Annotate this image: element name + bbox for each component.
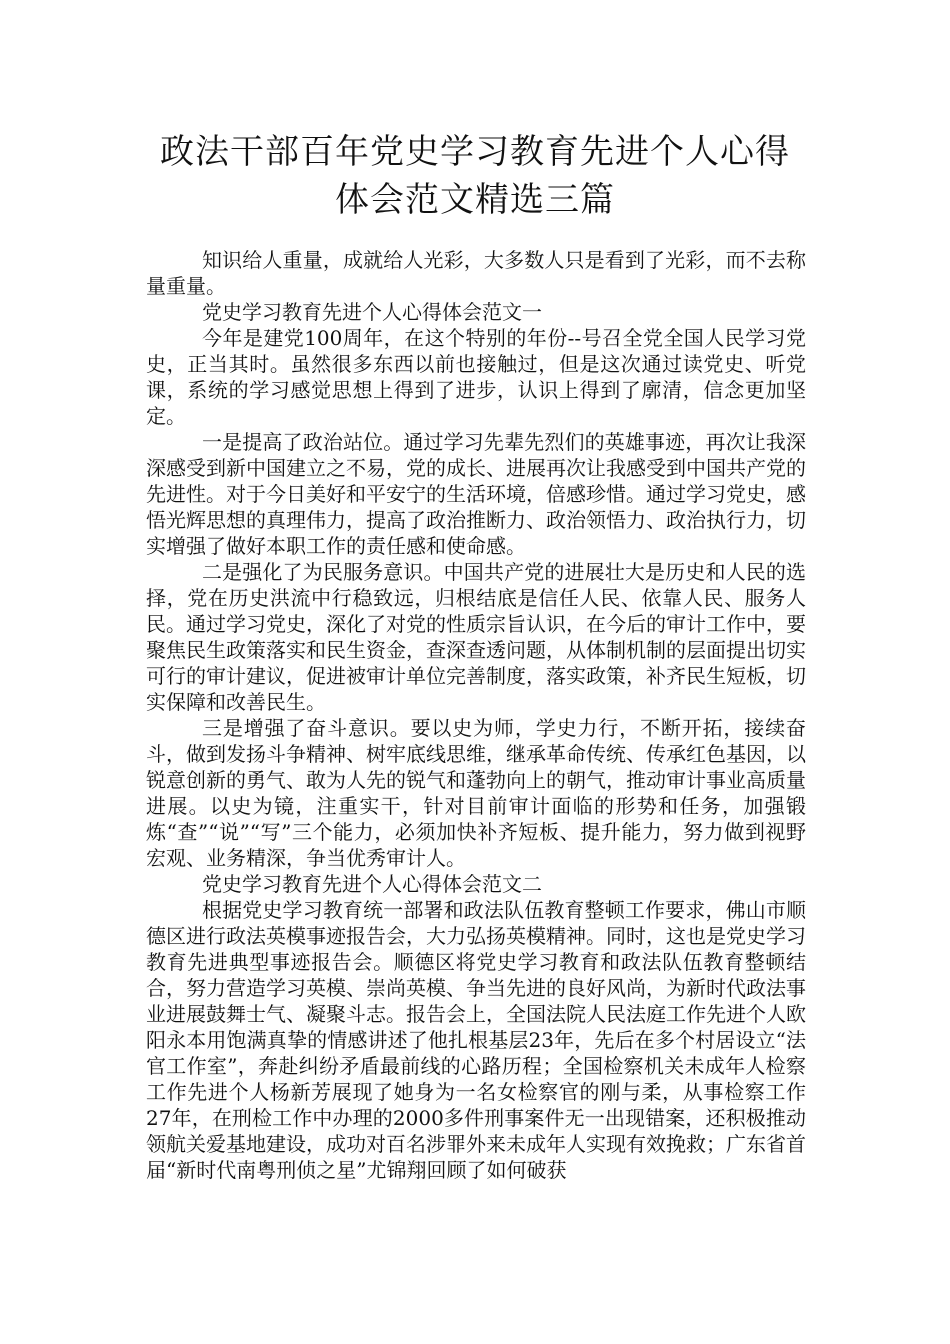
body-paragraph: 今年是建党100周年，在这个特别的年份--号召全党全国人民学习党史，正当其时。虽然很多东西以前也接触过，但是这次通过读党史、听党课，系统的学习感觉思想上得到了进步，认识上得到了廓清，信念更加坚定。 [146, 326, 806, 428]
title-line-1: 政法干部百年党史学习教育先进个人心得 [160, 132, 790, 172]
body-paragraph: 三是增强了奋斗意识。要以史为师，学史力行，不断开拓，接续奋斗，做到发扬斗争精神、树牢底线思维，继承革命传统、传承红色基因，以锐意创新的勇气、敢为人先的锐气和蓬勃向上的朝气，推动审计事业高质量进展。以史为镜，注重实干，针对目前审计面临的形势和任务，加强锻炼“查”“说”“写”三个能力，必须加快补齐短板、提升能力，努力做到视野宏观、业务精深，争当优秀审计人。 [146, 716, 806, 870]
section-heading-1: 党史学习教育先进个人心得体会范文一 [202, 300, 542, 324]
document-title [140, 128, 810, 224]
title-line-2: 体会范文精选三篇 [335, 180, 615, 220]
body-paragraph: 二是强化了为民服务意识。中国共产党的进展壮大是历史和人民的选择，党在历史洪流中行稳致远，归根结底是信任人民、依靠人民、服务人民。通过学习党史，深化了对党的性质宗旨认识，在今后的审计工作中，要聚焦民生政策落实和民生资金，查深查透问题，从体制机制的层面提出切实可行的审计建议，促进被审计单位完善制度，落实政策，补齐民生短板，切实保障和改善民生。 [146, 560, 806, 714]
body-paragraph: 一是提高了政治站位。通过学习先辈先烈们的英雄事迹，再次让我深深感受到新中国建立之不易，党的成长、进展再次让我感受到中国共产党的先进性。对于今日美好和平安宁的生活环境，倍感珍惜。通过学习党史，感悟光辉思想的真理伟力，提高了政治推断力、政治领悟力、政治执行力，切实增强了做好本职工作的责任感和使命感。 [146, 430, 806, 558]
body-paragraph: 根据党史学习教育统一部署和政法队伍教育整顿工作要求，佛山市顺德区进行政法英模事迹报告会，大力弘扬英模精神。同时，这也是党史学习教育先进典型事迹报告会。顺德区将党史学习教育和政法队伍教育整顿结合，努力营造学习英模、崇尚英模、争当先进的良好风尚，为新时代政法事业进展鼓舞士气、凝聚斗志。报告会上，全国法院人民法庭工作先进个人欧阳永本用饱满真挚的情感讲述了他扎根基层23年，先后在多个村居设立“法官工作室”，奔赴纠纷矛盾最前线的心路历程；全国检察机关未成年人检察工作先进个人杨新芳展现了她身为一名女检察官的刚与柔，从事检察工作27年，在刑检工作中办理的2000多件刑事案件无一出现错案，还积极推动领航关爱基地建设，成功对百名涉罪外来未成年人实现有效挽救；广东省首届“新时代南粤刑侦之星”尤锦翔回顾了如何破获 [146, 898, 806, 1182]
intro-paragraph: 知识给人重量，成就给人光彩，大多数人只是看到了光彩，而不去称量重量。 [146, 248, 806, 298]
section-heading-2: 党史学习教育先进个人心得体会范文二 [202, 872, 542, 896]
document-body [146, 247, 806, 1183]
